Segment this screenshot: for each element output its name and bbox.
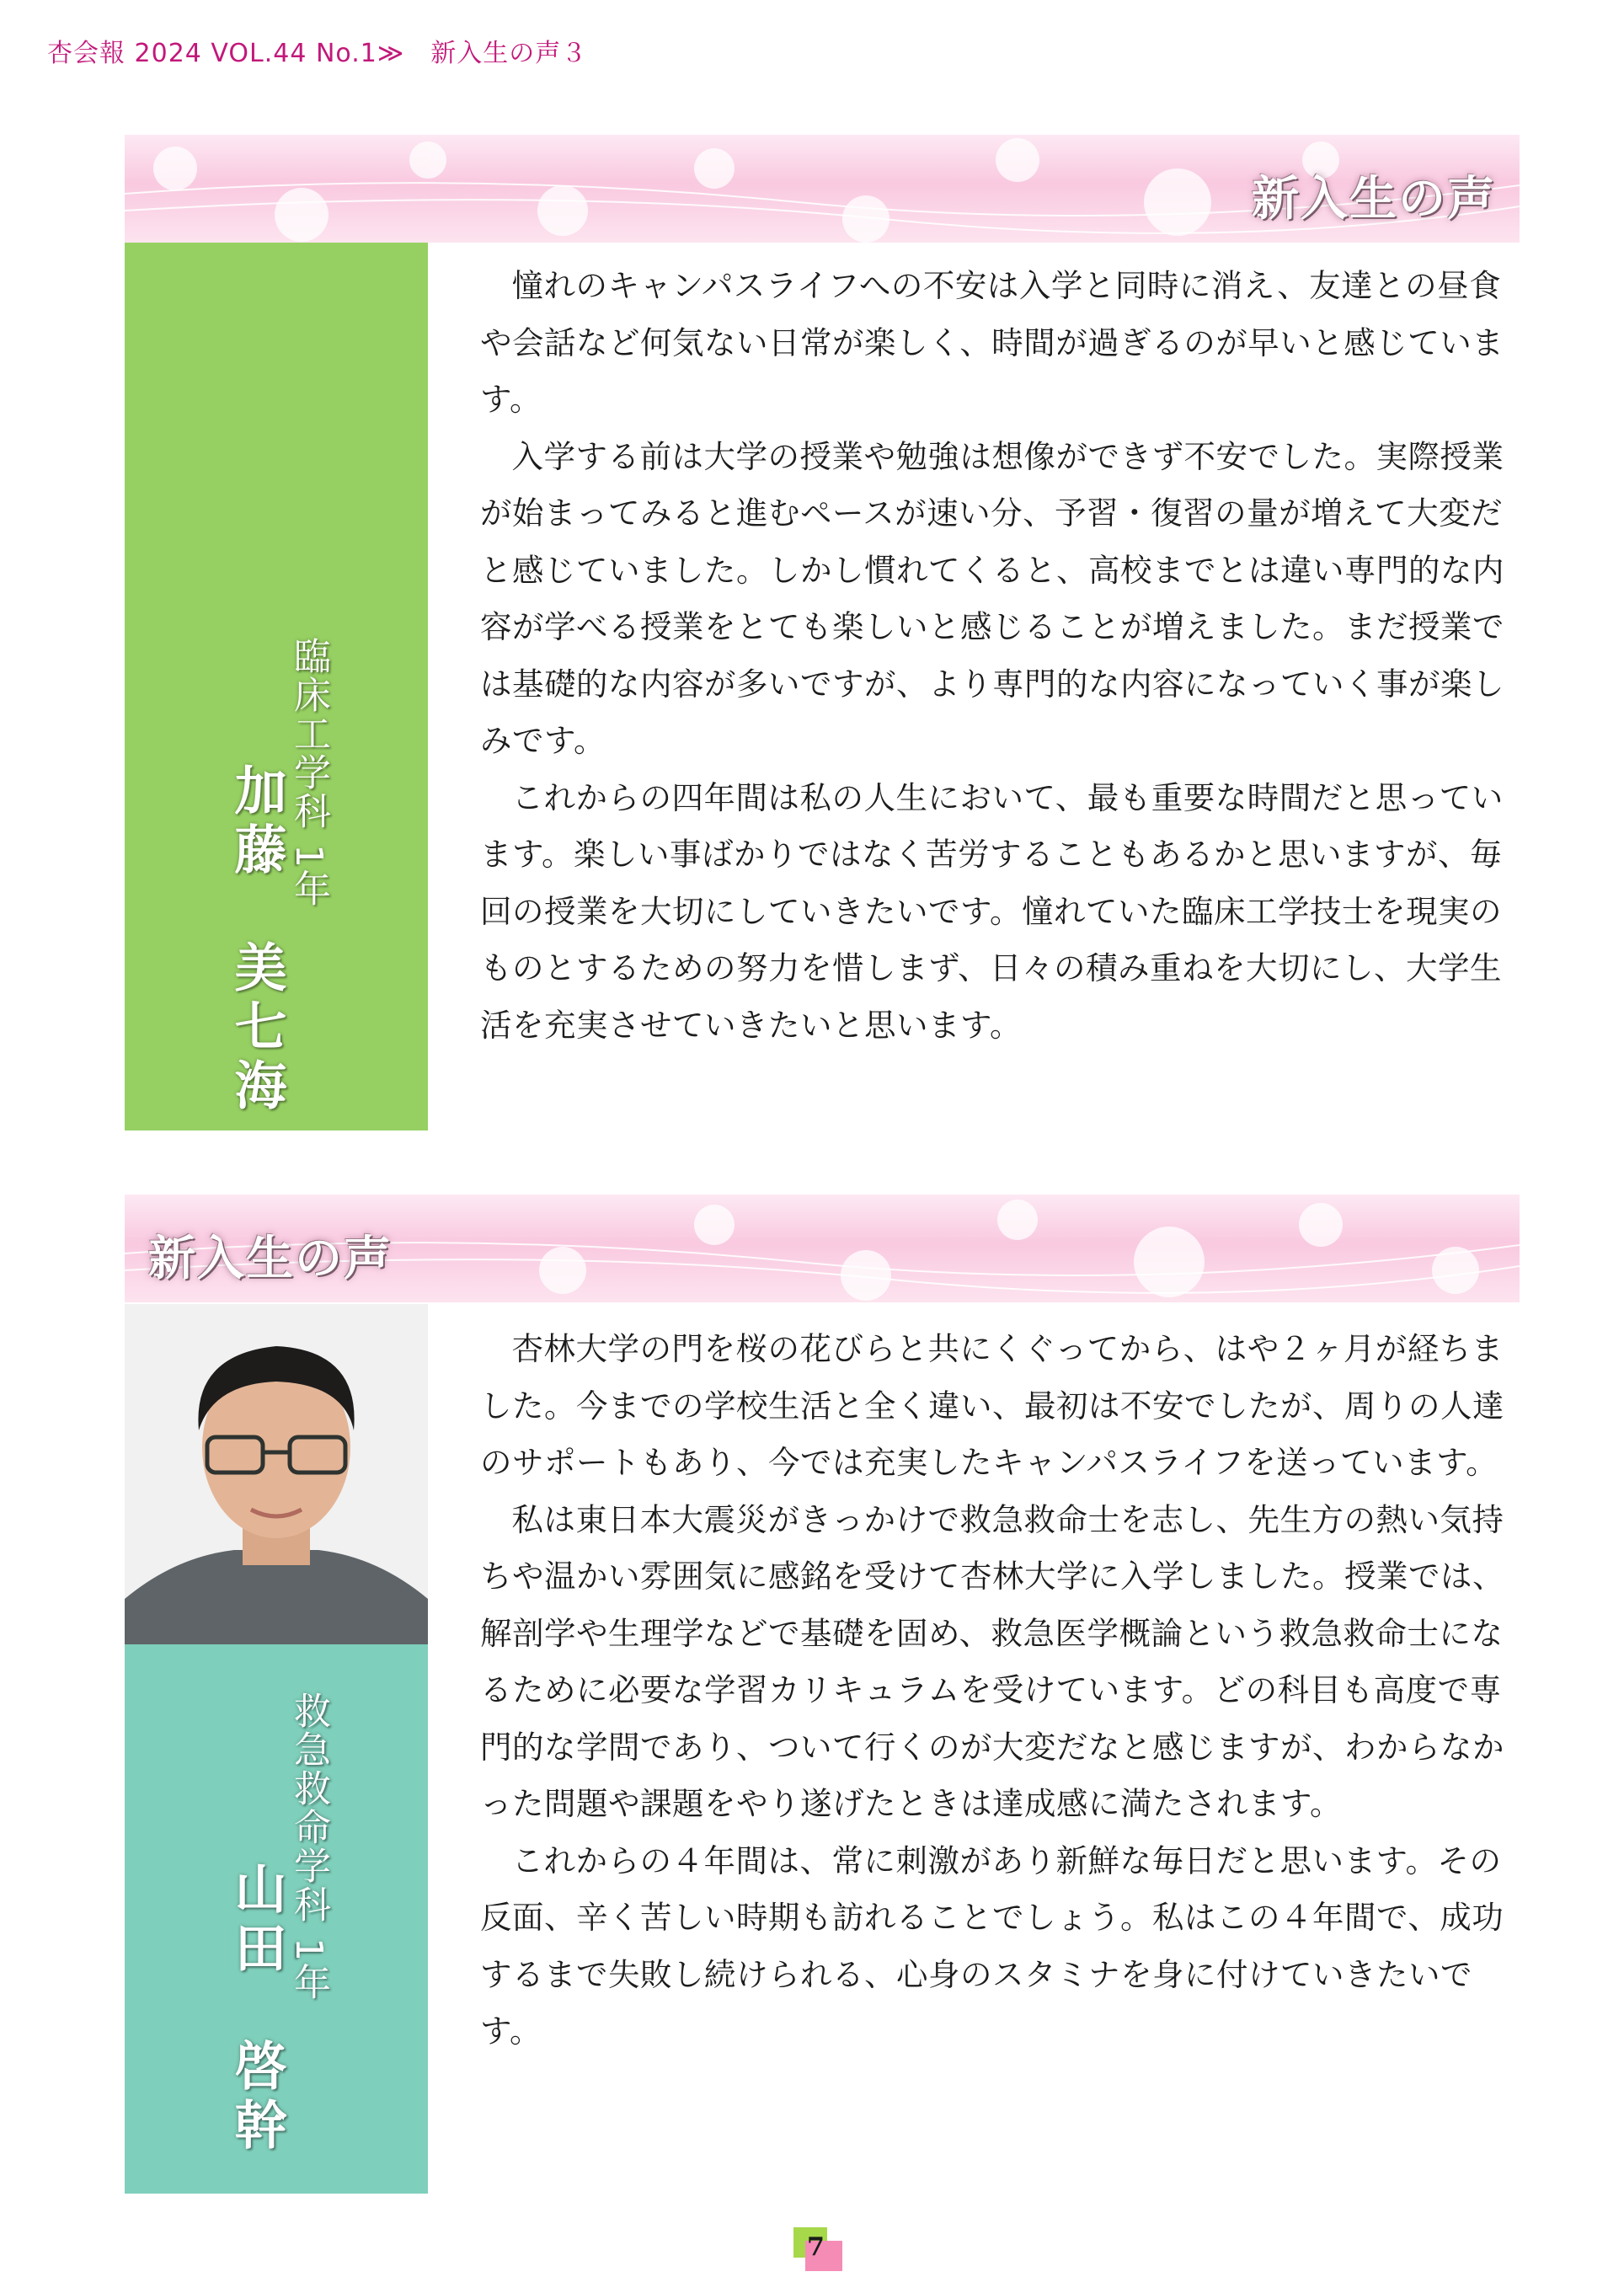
student-name: 加藤 美七海 <box>226 763 287 1117</box>
student-department: 臨床工学科 1年 <box>287 637 330 908</box>
article-paragraph: 憧れのキャンパスライフへの不安は入学と同時に消え、友達との昼食や会話など何気ない日常が楽しく、時間が過ぎるのが早いと感じています。 <box>480 267 1504 418</box>
article-paragraph: 杏林大学の門を桜の花びらと共にくぐってから、はや２ヶ月が経ちました。今までの学校生活と全く違い、最初は不安でしたが、周りの人達のサポートもあり、今では充実したキャンパスライフを送っています。 <box>480 1330 1504 1481</box>
page-number-text: 7 <box>807 2232 825 2262</box>
section-2-article <box>480 1321 1509 2060</box>
section-1-article <box>480 258 1509 1054</box>
article-paragraph: これからの四年間は私の人生において、最も重要な時間だと思っています。楽しい事ばかりではなく苦労することもあるかと思いますが、毎回の授業を大切にしていきたいです。憧れていた臨床工学技士を現実のものとするための努力を惜しまず、日々の積み重ねを大切にし、大学生活を充実させていきたいと思います。 <box>480 778 1504 1044</box>
banner-title: 新入生の声 <box>1252 172 1496 227</box>
banner-title: 新入生の声 <box>148 1232 393 1286</box>
running-header: 杏会報 2024 VOL.44 No.1≫ 新入生の声３ <box>47 39 588 68</box>
section-2-sidebar <box>125 1644 428 2194</box>
article-paragraph: 私は東日本大震災がきっかけで救急救命士を志し、先生方の熱い気持ちや温かい雰囲気に感銘を受けて杏林大学に入学しました。授業では、解剖学や生理学などで基礎を固め、救急医学概論という救急救命士になるために必要な学習カリキュラムを受けています。どの科目も高度で専門的な学問であり、ついて行くのが大変だなと感じますが、わからなかった問題や課題をやり遂げたときは達成感に満たされます。 <box>480 1500 1504 1822</box>
student-name: 山田 啓幹 <box>226 1862 287 2157</box>
section-2-banner <box>125 1195 1520 1302</box>
student-department: 救急救命学科 1年 <box>287 1692 330 2002</box>
student-photo <box>125 1304 428 1644</box>
page-number <box>793 2227 844 2271</box>
section-1-banner <box>125 135 1520 243</box>
article-paragraph: これからの４年間は、常に刺激があり新鮮な毎日だと思います。その反面、辛く苦しい時期も訪れることでしょう。私はこの４年間で、成功するまで失敗し続けられる、心身のスタミナを身に付けていきたいです。 <box>480 1841 1504 2050</box>
article-paragraph: 入学する前は大学の授業や勉強は想像ができず不安でした。実際授業が始まってみると進むペースが速い分、予習・復習の量が増えて大変だと感じていました。しかし慣れてくると、高校までとは違い専門的な内容が学べる授業をとても楽しいと感じることが増えました。まだ授業では基礎的な内容が多いですが、より専門的な内容になっていく事が楽しみです。 <box>480 437 1504 759</box>
section-1-sidebar <box>125 243 428 1130</box>
